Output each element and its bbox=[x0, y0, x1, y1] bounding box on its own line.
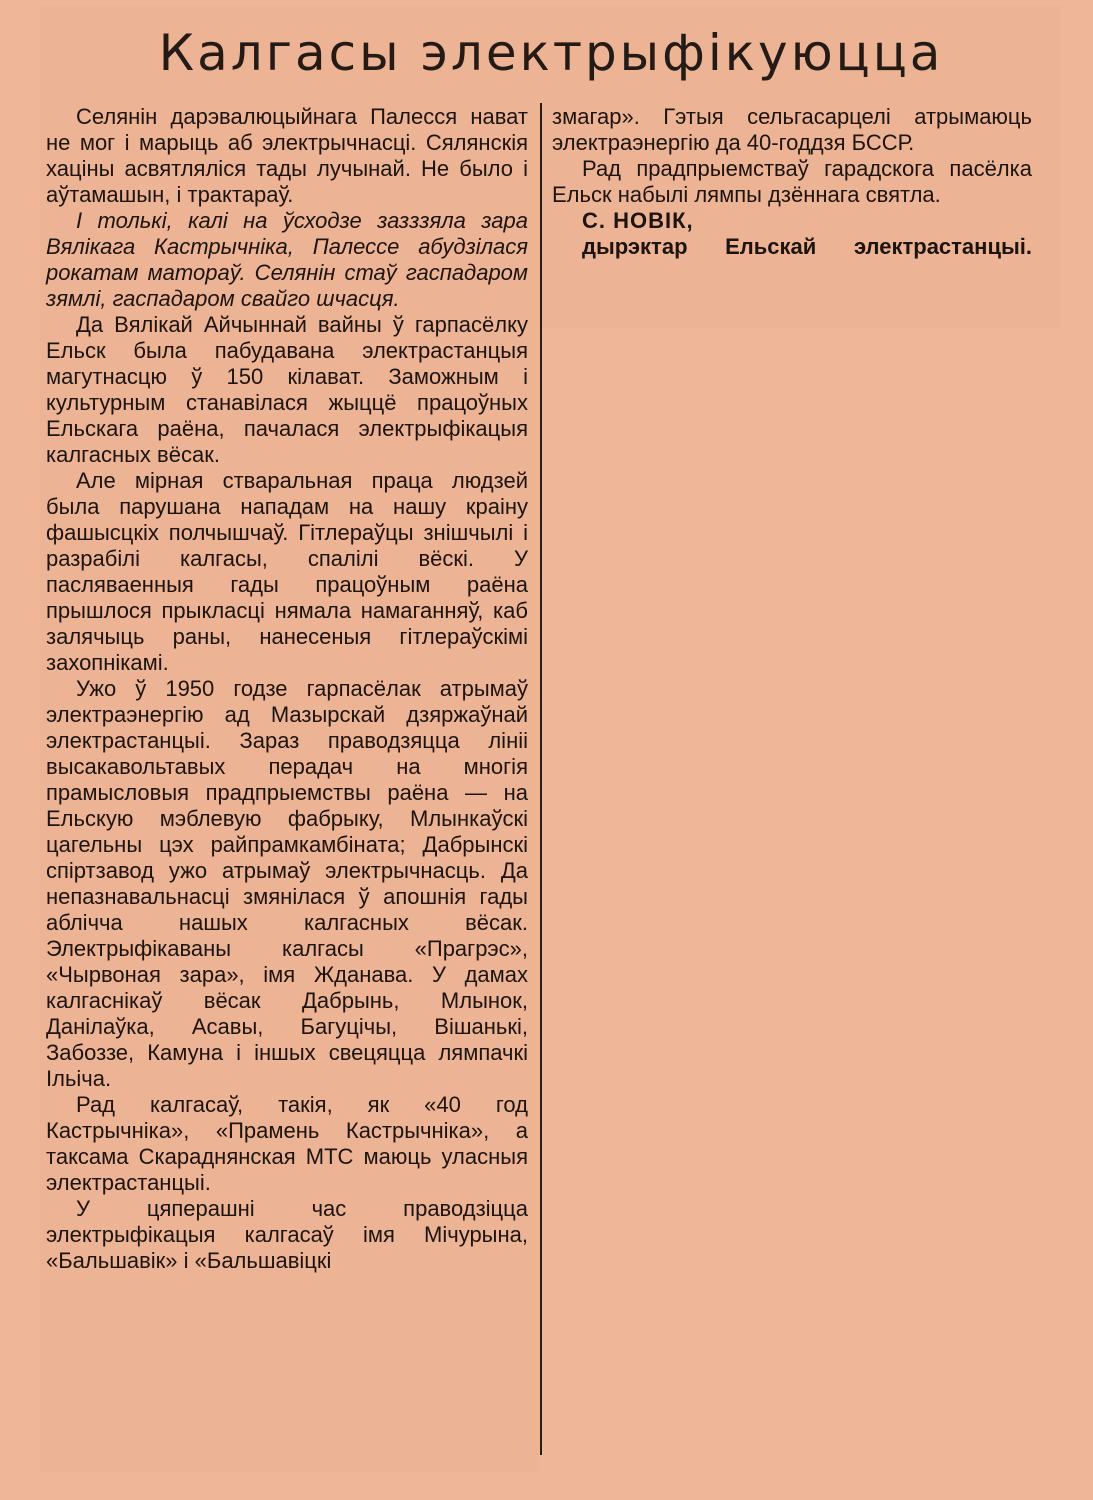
article-right-column bbox=[552, 104, 1032, 260]
article-left-column bbox=[46, 104, 528, 1274]
paragraph: змагар». Гэтыя сельгасарцелі атрымаюць электраэнергію да 40-годдзя БССР. bbox=[552, 104, 1032, 155]
article-headline: Калгасы электрыфікуюцца bbox=[158, 24, 944, 82]
column-divider bbox=[540, 103, 542, 1455]
paragraph: Рад калгасаў, такія, як «40 год Кастрычніка», «Прамень Кастрычніка», а таксама Скараднянская МТС маюць уласныя электрастанцыі. bbox=[46, 1092, 528, 1195]
paragraph: У цяперашні час праводзіцца электрыфікацыя калгасаў імя Мічурына, «Бальшавік» і «Бальшавіцкі bbox=[46, 1196, 528, 1273]
author-role: дырэктар Ельскай электрастанцыі. bbox=[582, 234, 1032, 259]
paragraph: Але мірная стваральная праца людзей была парушана нападам на нашу краіну фашысцкіх полчышчаў. Гітлераўцы знішчылі і разрабілі калгасы, спалілі вёскі. У пасляваенныя гады працоўным раёна прышлося прыкласці нямала намаганняў, каб залячыць раны, нанесеныя гітлераўскімі захопнікамі. bbox=[46, 468, 528, 675]
paragraph: Ужо ў 1950 годзе гарпасёлак атрымаў электраэнергію ад Мазырскай дзяржаўнай электрастанцыі. Зараз праводзяцца лініі высакавольтавых перадач на многія прамысловыя прадпрыемствы раёна — на Ельскую мэблевую фабрыку, Млынкаўскі цагельны цэх райпрамкамбіната; Дабрынскі спіртзавод ужо атрымаў электрычнасць. Да непазнавальнасці змянілася ў апошнія гады аблічча нашых калгасных вёсак. Электрыфікаваны калгасы «Прагрэс», «Чырвоная зара», імя Жданава. У дамах калгаснікаў вёсак Дабрынь, Млынок, Данілаўка, Асавы, Багуцічы, Вішанькі, Забоззе, Камуна і іншых свецяцца лямпачкі Ільіча. bbox=[46, 676, 528, 1091]
paragraph: Рад прадпрыемстваў гарадскога пасёлка Ельск набылі лямпы дзённага святла. bbox=[552, 156, 1032, 207]
paragraph: Селянін дарэвалюцыйнага Палесся нават не мог і марыць аб электрычнасці. Сялянскія хаціны асвятляліся тады лучынай. Не было і аўтамашын, і трактараў. bbox=[46, 104, 528, 207]
paragraph: Да Вялікай Айчыннай вайны ў гарпасёлку Ельск была пабудавана электрастанцыя магутнасцю ў 150 кілават. Заможным і культурным станавілася жыццё працоўных Ельскага раёна, пачалася электрыфікацыя калгасных вёсак. bbox=[46, 312, 528, 467]
paragraph: І толькі, калі на ўсходзе зазззяла зара Вялікага Кастрычніка, Палессе абудзілася рокатам матораў. Селянін стаў гаспадаром зямлі, гаспадаром свайго шчасця. bbox=[46, 208, 528, 311]
author-name: С. НОВІК, bbox=[582, 208, 694, 233]
